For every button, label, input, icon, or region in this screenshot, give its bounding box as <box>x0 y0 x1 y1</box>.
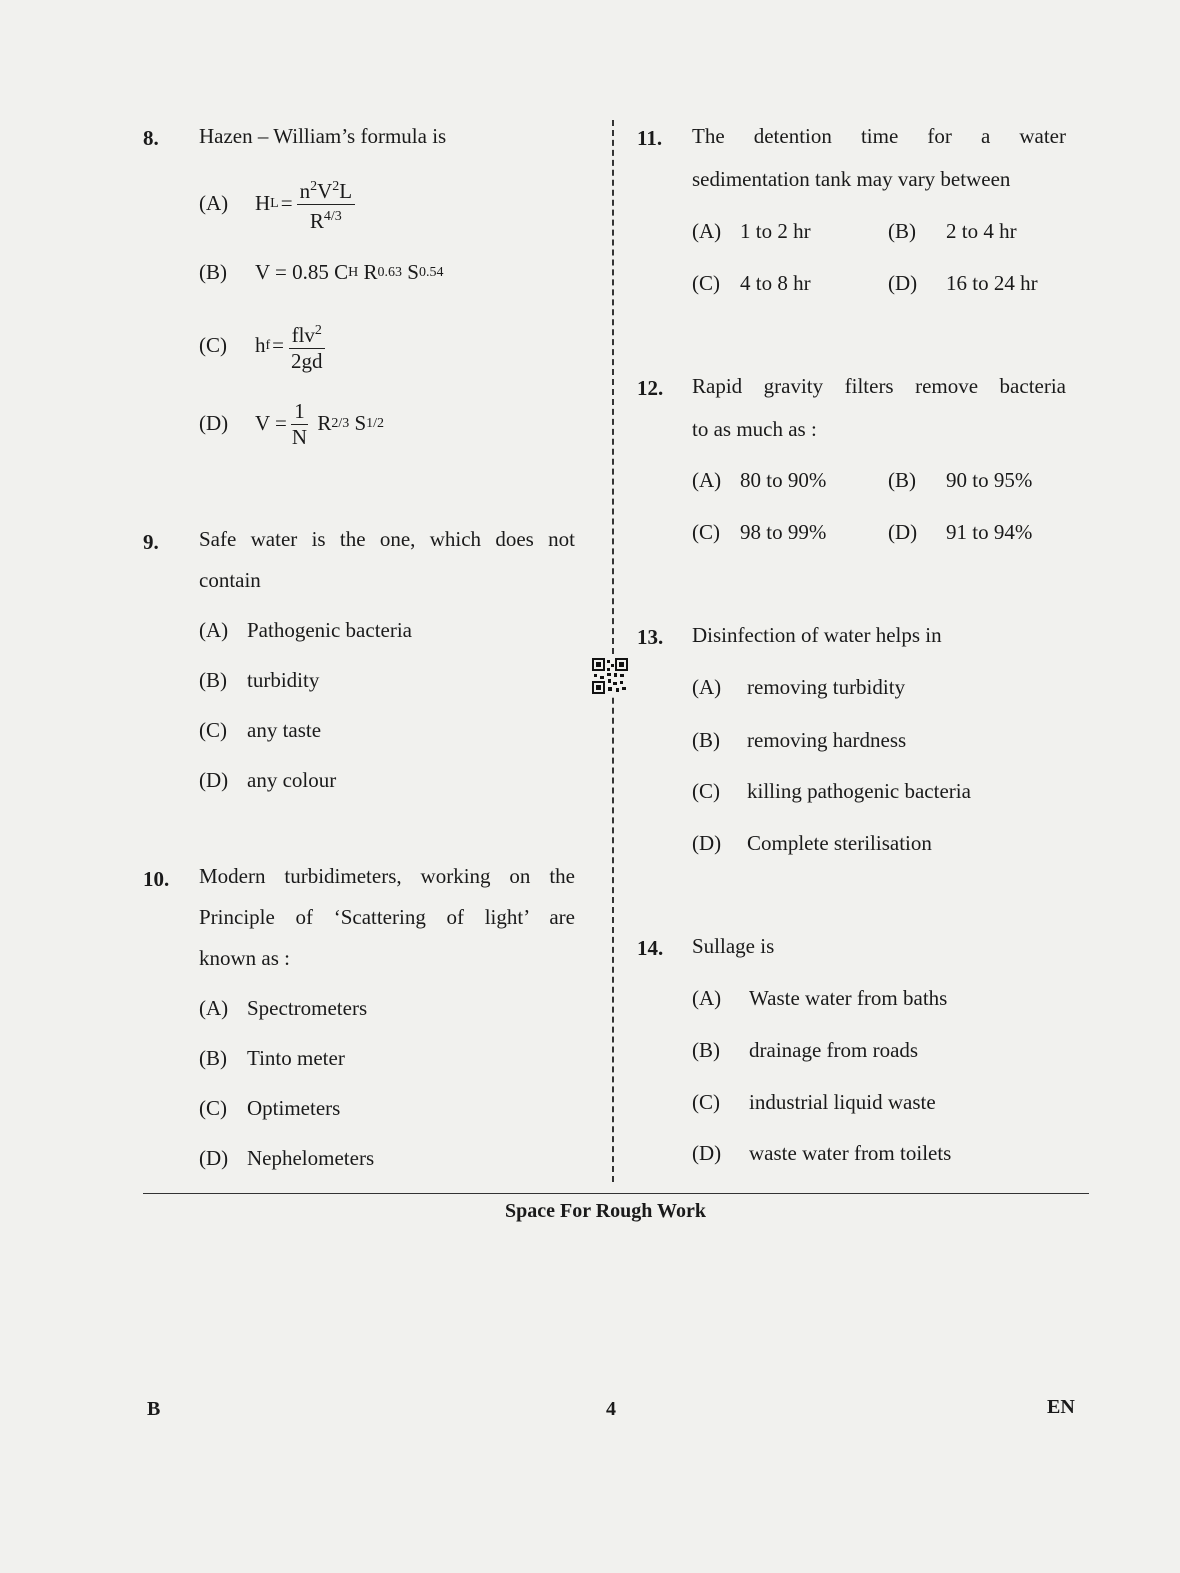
rough-work-label: Space For Rough Work <box>505 1200 706 1222</box>
formula-den: R <box>309 209 324 233</box>
formula-num: L <box>339 179 353 203</box>
q14-option-b <box>692 1038 918 1063</box>
formula-den: 2gd <box>291 349 323 373</box>
formula-sup: 0.63 <box>377 264 403 280</box>
q10-option-b <box>199 1046 345 1071</box>
option-label: (A) <box>199 618 229 642</box>
formula-text: S <box>349 411 367 435</box>
q13-option-c <box>692 779 971 804</box>
q8-option-a <box>199 174 357 233</box>
option-label: (B) <box>888 468 916 492</box>
question-8-text: Hazen – William’s formula is <box>199 124 447 148</box>
option-label: (A) <box>692 219 722 243</box>
formula-sup: 1/2 <box>366 415 385 431</box>
option-label: (B) <box>199 1046 227 1070</box>
question-12-line1: Rapid gravity filters remove bacteria <box>692 374 1066 398</box>
qr-code-icon <box>592 658 628 694</box>
option-label: (B) <box>199 260 227 284</box>
q13-option-d <box>692 831 932 856</box>
question-9-number: 9. <box>143 530 159 554</box>
footer-rule <box>143 1193 1089 1194</box>
q14-option-a <box>692 986 947 1011</box>
option-text: 1 to 2 hr <box>740 219 811 243</box>
option-label: (D) <box>692 831 722 855</box>
option-label: (A) <box>199 191 229 215</box>
option-label: (B) <box>199 668 227 692</box>
question-9-line2: contain <box>199 568 261 592</box>
option-label: (A) <box>692 468 722 492</box>
option-text: turbidity <box>247 668 320 692</box>
q10-option-c <box>199 1096 340 1121</box>
question-8-number: 8. <box>143 126 159 150</box>
option-label: (C) <box>199 1096 227 1120</box>
option-label: (D) <box>888 271 918 295</box>
option-label: (A) <box>199 996 229 1020</box>
q9-option-a <box>199 618 412 643</box>
question-13-text: Disinfection of water helps in <box>692 623 942 647</box>
formula-sup: 4/3 <box>323 209 342 224</box>
option-text: 2 to 4 hr <box>946 219 1017 243</box>
question-14-number: 14. <box>637 936 664 960</box>
q9-option-b <box>199 668 319 693</box>
option-text: 16 to 24 hr <box>946 271 1038 295</box>
option-label: (B) <box>888 219 916 243</box>
option-text: Waste water from baths <box>749 986 948 1010</box>
question-9-line1: Safe water is the one, which does not <box>199 527 575 551</box>
formula-text: V = <box>255 411 287 435</box>
option-text: killing pathogenic bacteria <box>747 779 971 803</box>
option-label: (D) <box>199 411 229 435</box>
option-text: Pathogenic bacteria <box>247 618 413 642</box>
q8-option-b <box>199 260 443 285</box>
option-label: (C) <box>199 333 227 357</box>
formula-sup: 2 <box>332 179 340 194</box>
option-text: Complete sterilisation <box>747 831 932 855</box>
formula-text: h <box>255 333 266 357</box>
formula-text: S <box>402 260 419 284</box>
option-text: 90 to 95% <box>946 468 1033 492</box>
formula-text: H <box>255 191 271 215</box>
option-label: (C) <box>692 1090 720 1114</box>
option-label: (A) <box>692 986 722 1010</box>
option-text: removing hardness <box>747 728 907 752</box>
question-12-number: 12. <box>637 376 664 400</box>
question-11-line2: sedimentation tank may vary between <box>692 167 1011 191</box>
formula-fraction <box>289 398 310 449</box>
formula-text: R <box>312 411 332 435</box>
option-text: Optimeters <box>247 1096 341 1120</box>
option-label: (B) <box>692 728 720 752</box>
question-10-line3: known as : <box>199 946 290 970</box>
formula-sub: L <box>270 195 279 211</box>
q10-option-d <box>199 1146 374 1171</box>
q8-option-c <box>199 318 328 373</box>
language-code: EN <box>1047 1396 1075 1418</box>
question-11-number: 11. <box>637 126 663 150</box>
q13-option-b <box>692 728 906 753</box>
option-label: (D) <box>692 1141 722 1165</box>
q9-option-c <box>199 718 321 743</box>
formula-num: flv <box>291 323 315 347</box>
option-text: any colour <box>247 768 337 792</box>
set-code: B <box>147 1398 161 1420</box>
formula-den: N <box>291 425 308 449</box>
column-divider <box>612 120 614 1182</box>
option-text: industrial liquid waste <box>749 1090 936 1114</box>
question-10-line1: Modern turbidimeters, working on the <box>199 864 575 888</box>
question-10-line2: Principle of ‘Scattering of light’ are <box>199 905 575 929</box>
option-text: drainage from roads <box>749 1038 919 1062</box>
q11-option-a <box>692 219 811 244</box>
formula-fraction <box>288 318 326 373</box>
option-label: (C) <box>692 271 720 295</box>
q12-option-c <box>692 520 826 545</box>
q14-option-d <box>692 1141 951 1166</box>
option-text: 98 to 99% <box>740 520 827 544</box>
option-label: (C) <box>692 520 720 544</box>
q11-option-b <box>888 219 1017 244</box>
formula-sub: f <box>265 337 271 353</box>
question-13-number: 13. <box>637 625 664 649</box>
option-text: removing turbidity <box>747 675 906 699</box>
q14-option-c <box>692 1090 936 1115</box>
option-label: (A) <box>692 675 722 699</box>
question-10-number: 10. <box>143 867 170 891</box>
question-12-line2: to as much as : <box>692 417 817 441</box>
formula-num: 1 <box>291 398 308 425</box>
option-text: 4 to 8 hr <box>740 271 811 295</box>
formula-num: V <box>317 179 333 203</box>
option-label: (B) <box>692 1038 720 1062</box>
formula-sup: 0.54 <box>418 264 444 280</box>
q10-option-a <box>199 996 367 1021</box>
option-text: 80 to 90% <box>740 468 827 492</box>
q11-option-d <box>888 271 1038 296</box>
option-text: waste water from toilets <box>749 1141 952 1165</box>
formula-text: V = 0.85 C <box>255 260 349 284</box>
formula-num: n <box>299 179 311 203</box>
formula-fraction <box>297 174 356 233</box>
q8-option-d <box>199 398 384 449</box>
formula-sup: 2/3 <box>331 415 350 431</box>
formula-sup: 2 <box>314 323 322 338</box>
page-number: 4 <box>606 1398 616 1420</box>
q12-option-d <box>888 520 1032 545</box>
question-14-text: Sullage is <box>692 934 775 958</box>
option-text: any taste <box>247 718 322 742</box>
question-11-line1: The detention time for a water <box>692 124 1066 148</box>
option-text: Nephelometers <box>247 1146 375 1170</box>
q11-option-c <box>692 271 811 296</box>
formula-eq: = <box>272 333 285 357</box>
q9-option-d <box>199 768 336 793</box>
q13-option-a <box>692 675 905 700</box>
option-label: (C) <box>199 718 227 742</box>
option-label: (D) <box>888 520 918 544</box>
option-label: (D) <box>199 1146 229 1170</box>
option-label: (D) <box>199 768 229 792</box>
option-text: Spectrometers <box>247 996 368 1020</box>
option-text: 91 to 94% <box>946 520 1033 544</box>
formula-eq: = <box>280 191 293 215</box>
q12-option-a <box>692 468 826 493</box>
formula-sub: H <box>348 264 359 280</box>
q12-option-b <box>888 468 1032 493</box>
formula-text: R <box>358 260 378 284</box>
option-text: Tinto meter <box>247 1046 345 1070</box>
option-label: (C) <box>692 779 720 803</box>
formula-sup: 2 <box>310 179 318 194</box>
